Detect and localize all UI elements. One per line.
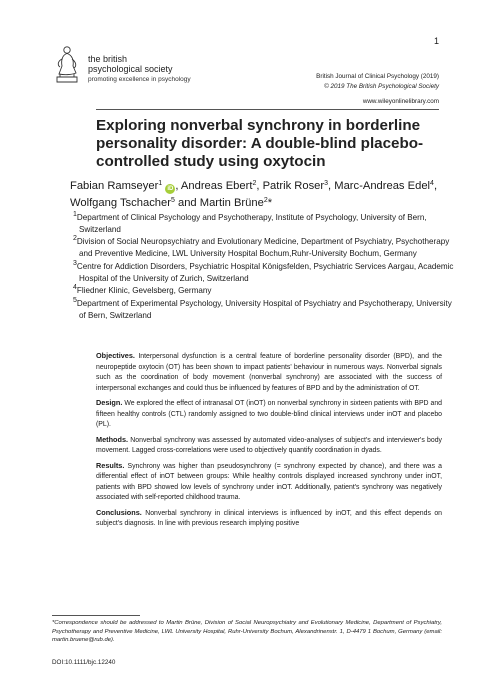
author-name: Patrik Roser [262,180,325,192]
author-name: Marc-Andreas Edel [334,180,431,192]
author-name: Martin Brüne [199,196,264,209]
abstract-results: Results. Synchrony was higher than pseudosynchrony (= synchrony expected by chance), and there was a differential effect of inOT between groups: While healthy controls displayed increased synchrony under inOT, patients with BPD showed low levels of synchrony under inOT. Additionally, patient's synchrony was negatively associated with self-reported childhood trauma. [96,460,442,501]
author-affil-marker: 3 [324,180,329,187]
author-affil-marker: 4 [430,180,434,187]
abstract-heading: Objectives. [96,351,135,360]
affiliation-item: $^3$Centre for Addiction Disorders, Psychiatric Hospital Königsfelden, Psychiatric Services Aargau, Academic Hospital of the University of Zurich, Switzerland [73,259,454,283]
author-affil-marker: 2 [263,196,268,204]
footnote-divider [52,615,140,616]
abstract-conclusions: Conclusions. Nonverbal synchrony in clinical interviews is influenced by inOT, and this effect depends on subject's diagnosis. In line with previous research implying positive [96,507,442,527]
journal-citation: British Journal of Clinical Psychology (2019) [316,73,439,80]
abstract [96,351,442,534]
affiliation-item: $^1$Department of Clinical Psychology and Psychotherapy, Institute of Psychology, University of Bern, Switzerland [73,211,427,234]
correspondence-footnote: *Correspondence should be addressed to Martin Brüne, Division of Social Neuropsychiatry and Evolutionary Medicine, Department of Psychiatry, Psychotherapy and Preventive Medicine, LWL University Hospital, Ruhr-University Bochum, Alexandrinenstr. 1, D-4479 1 Bochum, Germany (email: martin.bruene@rub.de). [52,620,442,644]
society-name-line2: psychological society [88,64,173,74]
affiliation-item: $^5$Department of Experimental Psychology, University Hospital of Psychiatry and Psychotherapy, University of Bern, Switzerland [73,297,452,320]
orcid-icon[interactable]: iD [167,186,174,192]
header-divider [96,109,439,110]
abstract-methods: Methods. Nonverbal synchrony was assessed by automated video-analyses of subject's and interviewer's body movement. Lagged cross-correlations were used to objectively quantify coordination in dyads. [96,434,442,454]
society-name-line1: the british [88,54,128,64]
seated-figure-logo-icon [52,44,82,86]
abstract-design: Design. We explored the effect of intranasal OT (inOT) on nonverbal synchrony in sixteen patients with BPD and fifteen healthy controls (CTL) randomly assigned to two double-blind clinical interviews under inOT and placebo (PL). [96,398,442,428]
affiliation-list [70,212,455,323]
abstract-heading: Design. [96,398,123,407]
author-affil-marker: 1 [158,180,163,187]
abstract-heading: Conclusions. [96,507,142,517]
author-name: Fabian Ramseyer [70,180,159,192]
corresponding-author-marker: * [267,196,273,209]
author-affil-marker: 2 [252,180,257,187]
author-name: Andreas Ebert [180,180,253,192]
abstract-objectives: Objectives. Interpersonal dysfunction is a central feature of borderline personality disorder (BPD), and the neuropeptide oxytocin (OT) has been shown to impact patients' behaviour in numerous ways. Nonverbal signals such as the coordination of body movement (nonverbal synchrony) are associated with the success of interpersonal exchanges and could thus be influenced by features of BPD and by the administration of OT. [96,351,442,392]
abstract-heading: Methods. [96,434,129,444]
journal-website[interactable]: www.wileyonlinelibrary.com [362,98,439,105]
society-tagline: promoting excellence in psychology [88,76,191,83]
abstract-heading: Results. [96,460,125,470]
page-number: 1 [433,36,439,46]
author-affil-marker: 5 [170,196,175,204]
author-list: Fabian Ramseyer$^1$ iD , Andreas Ebert$^2$, Patrik Roser$^3$, Marc-Andreas Edel$^4$, Wolfgang Tschacher$^5$ and Martin Brüne$^2$* [70,180,438,209]
article-title: Exploring nonverbal synchrony in borderline personality disorder: A double-blind placebo-controlled study using oxytocin [96,117,424,170]
affiliation-item: $^4$Fliedner Klinic, Gevelsberg, Germany [73,284,212,296]
affiliation-item: $^2$Division of Social Neuropsychiatry and Evolutionary Medicine, Department of Psychiatry, Psychotherapy and Preventive Medicine, LWL University Hospital Bochum,Ruhr-University Bochum, Germany [73,235,450,259]
doi[interactable]: DOI:10.1111/bjc.12240 [52,659,116,666]
author-name: Wolfgang Tschacher [70,196,171,209]
journal-copyright: © 2019 The British Psychological Society [324,83,439,90]
society-logo [52,44,191,86]
journal-info [316,72,439,92]
